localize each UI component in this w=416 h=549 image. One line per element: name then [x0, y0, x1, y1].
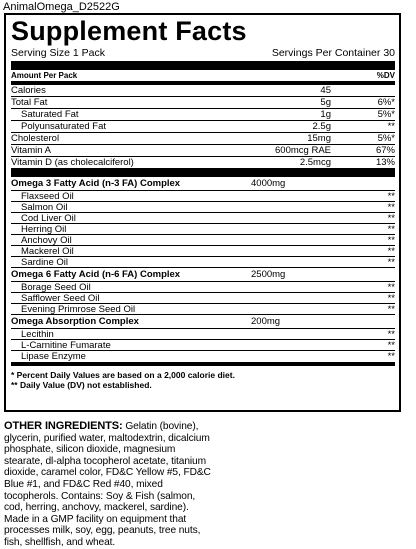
group-item-dv: ** — [355, 257, 395, 268]
group-item-row — [11, 246, 395, 257]
group-amount: 2500mg — [251, 269, 286, 280]
nutrient-amount: 45 — [320, 85, 331, 96]
nutrient-name: Vitamin D (as cholecalciferol) — [11, 157, 134, 168]
serving-row — [11, 45, 395, 61]
group-item-row — [11, 224, 395, 235]
other-ingredients-label: OTHER INGREDIENTS: — [4, 420, 123, 432]
group-item-name: L-Carnitine Fumarate — [11, 340, 239, 351]
supplement-facts-panel — [4, 13, 401, 412]
nutrient-name: Total Fat — [11, 97, 48, 108]
nutrient-row — [11, 133, 395, 145]
group-item-name: Lipase Enzyme — [21, 351, 86, 362]
group-item-row — [11, 202, 395, 213]
group-item-dv: ** — [355, 235, 395, 246]
nutrient-dv: 5%* — [377, 133, 395, 144]
ingredient-groups — [11, 177, 395, 362]
group-item-dv: ** — [355, 213, 395, 224]
group-item-row — [11, 282, 395, 293]
group-item-row — [11, 329, 395, 340]
nutrient-name: Vitamin A — [11, 145, 51, 156]
group-item-spacer — [239, 246, 355, 257]
nutrient-row — [11, 109, 395, 121]
group-amount: 4000mg — [251, 178, 286, 189]
amount-header — [11, 70, 395, 81]
group-item-name: Safflower Seed Oil — [11, 293, 239, 304]
nutrient-row — [11, 145, 395, 157]
nutrient-dv: 5%* — [377, 109, 395, 120]
thick-rule — [11, 61, 395, 70]
group-item-spacer — [239, 191, 355, 202]
nutrient-row — [11, 97, 395, 109]
group-item-name: Evening Primrose Seed Oil — [11, 304, 239, 315]
serving-size: Serving Size 1 Pack — [11, 46, 105, 59]
other-ingredients — [4, 421, 214, 549]
group-item-dv: ** — [355, 329, 395, 340]
group-item-name: Borage Seed Oil — [11, 282, 239, 293]
group-item-row — [11, 191, 395, 202]
footnote-dv-not-established: ** Daily Value (DV) not established. — [11, 380, 152, 390]
group-item-row — [11, 304, 395, 315]
group-item-dv: ** — [355, 304, 395, 315]
group-item-spacer — [239, 293, 355, 304]
other-ingredients-text: Gelatin (bovine), glycerin, purified water, maltodextrin, dicalcium phosphate, silicon dioxide, magnesium stearate, dl-alpha tocopherol acetate, titanium dioxide, caramel color, FD&C Yellow #5, FD&C Blue #1, and FD&C Red #40, mixed tocopherols. Contains: Soy & Fish (salmon, cod, herring, anchovy, mackerel, sardine). Made in a GMP facility on equipment that processes milk, soy, egg, peanuts, tree nuts, fish, shellfish, and wheat. — [4, 421, 211, 548]
nutrient-list — [11, 85, 395, 168]
bottom-rule — [11, 362, 395, 366]
group-name: Omega Absorption Complex — [11, 316, 139, 327]
group-item-row — [11, 235, 395, 246]
group-item-dv: ** — [355, 191, 395, 202]
nutrient-amount: 600mcg RAE — [275, 145, 331, 156]
nutrient-dv: 67% — [375, 145, 395, 156]
nutrient-amount: 5g — [320, 97, 331, 108]
group-header — [11, 315, 395, 329]
group-item-row — [11, 293, 395, 304]
group-item-spacer — [239, 351, 355, 362]
group-header — [11, 268, 395, 282]
nutrient-name: Saturated Fat — [21, 109, 79, 120]
nutrient-row — [11, 157, 395, 168]
group-item-name: Mackerel Oil — [11, 246, 239, 257]
group-item-spacer — [239, 213, 355, 224]
group-item-name: Flaxseed Oil — [11, 191, 239, 202]
nutrient-amount: 2.5g — [312, 121, 331, 132]
panel-title: Supplement Facts — [11, 16, 247, 46]
nutrient-name: Cholesterol — [11, 133, 60, 144]
group-item-dv: ** — [355, 282, 395, 293]
group-item-spacer — [239, 282, 355, 293]
group-item-spacer — [239, 202, 355, 213]
group-item-row — [11, 351, 395, 362]
nutrient-row — [11, 121, 395, 133]
nutrient-dv: ** — [387, 121, 395, 132]
footnote-dv-basis: * Percent Daily Values are based on a 2,000 calorie diet. — [11, 370, 235, 380]
group-item-dv: ** — [355, 340, 395, 351]
group-item-name: Anchovy Oil — [11, 235, 239, 246]
group-name: Omega 3 Fatty Acid (n-3 FA) Complex — [11, 178, 181, 189]
group-item-dv: ** — [355, 202, 395, 213]
nutrient-amount: 1g — [320, 109, 331, 120]
group-item-spacer — [239, 329, 355, 340]
group-item-name: Lecithin — [11, 329, 239, 340]
group-item-dv: ** — [355, 224, 395, 235]
group-item-row — [11, 340, 395, 351]
group-item-name: Salmon Oil — [11, 202, 239, 213]
servings-per-container: Servings Per Container 30 — [271, 46, 395, 59]
group-item-dv: ** — [387, 351, 395, 362]
group-item-row — [11, 257, 395, 268]
nutrient-dv: 13% — [375, 157, 395, 168]
dv-label: %DV — [376, 71, 395, 80]
nutrient-amount: 2.5mcg — [299, 157, 331, 168]
group-item-spacer — [239, 257, 355, 268]
thick-rule-2 — [11, 168, 395, 177]
group-item-name: Cod Liver Oil — [11, 213, 239, 224]
group-header — [11, 177, 395, 191]
group-item-dv: ** — [355, 293, 395, 304]
nutrient-dv: 6%* — [377, 97, 395, 108]
group-item-row — [11, 213, 395, 224]
group-item-spacer — [239, 304, 355, 315]
amount-per-pack-label: Amount Per Pack — [11, 71, 78, 80]
group-item-spacer — [239, 235, 355, 246]
nutrient-name: Calories — [11, 85, 46, 96]
group-name: Omega 6 Fatty Acid (n-6 FA) Complex — [11, 269, 181, 280]
group-item-name: Sardine Oil — [11, 257, 239, 268]
nutrient-amount: 15mg — [307, 133, 331, 144]
group-item-name: Herring Oil — [11, 224, 239, 235]
group-item-spacer — [239, 224, 355, 235]
nutrient-name: Polyunsaturated Fat — [21, 121, 107, 132]
file-label: AnimalOmega_D2522G — [3, 1, 120, 13]
footnotes — [11, 370, 395, 390]
group-item-spacer — [239, 340, 355, 351]
group-item-dv: ** — [355, 246, 395, 257]
nutrient-row — [11, 85, 395, 97]
group-amount: 200mg — [251, 316, 281, 327]
